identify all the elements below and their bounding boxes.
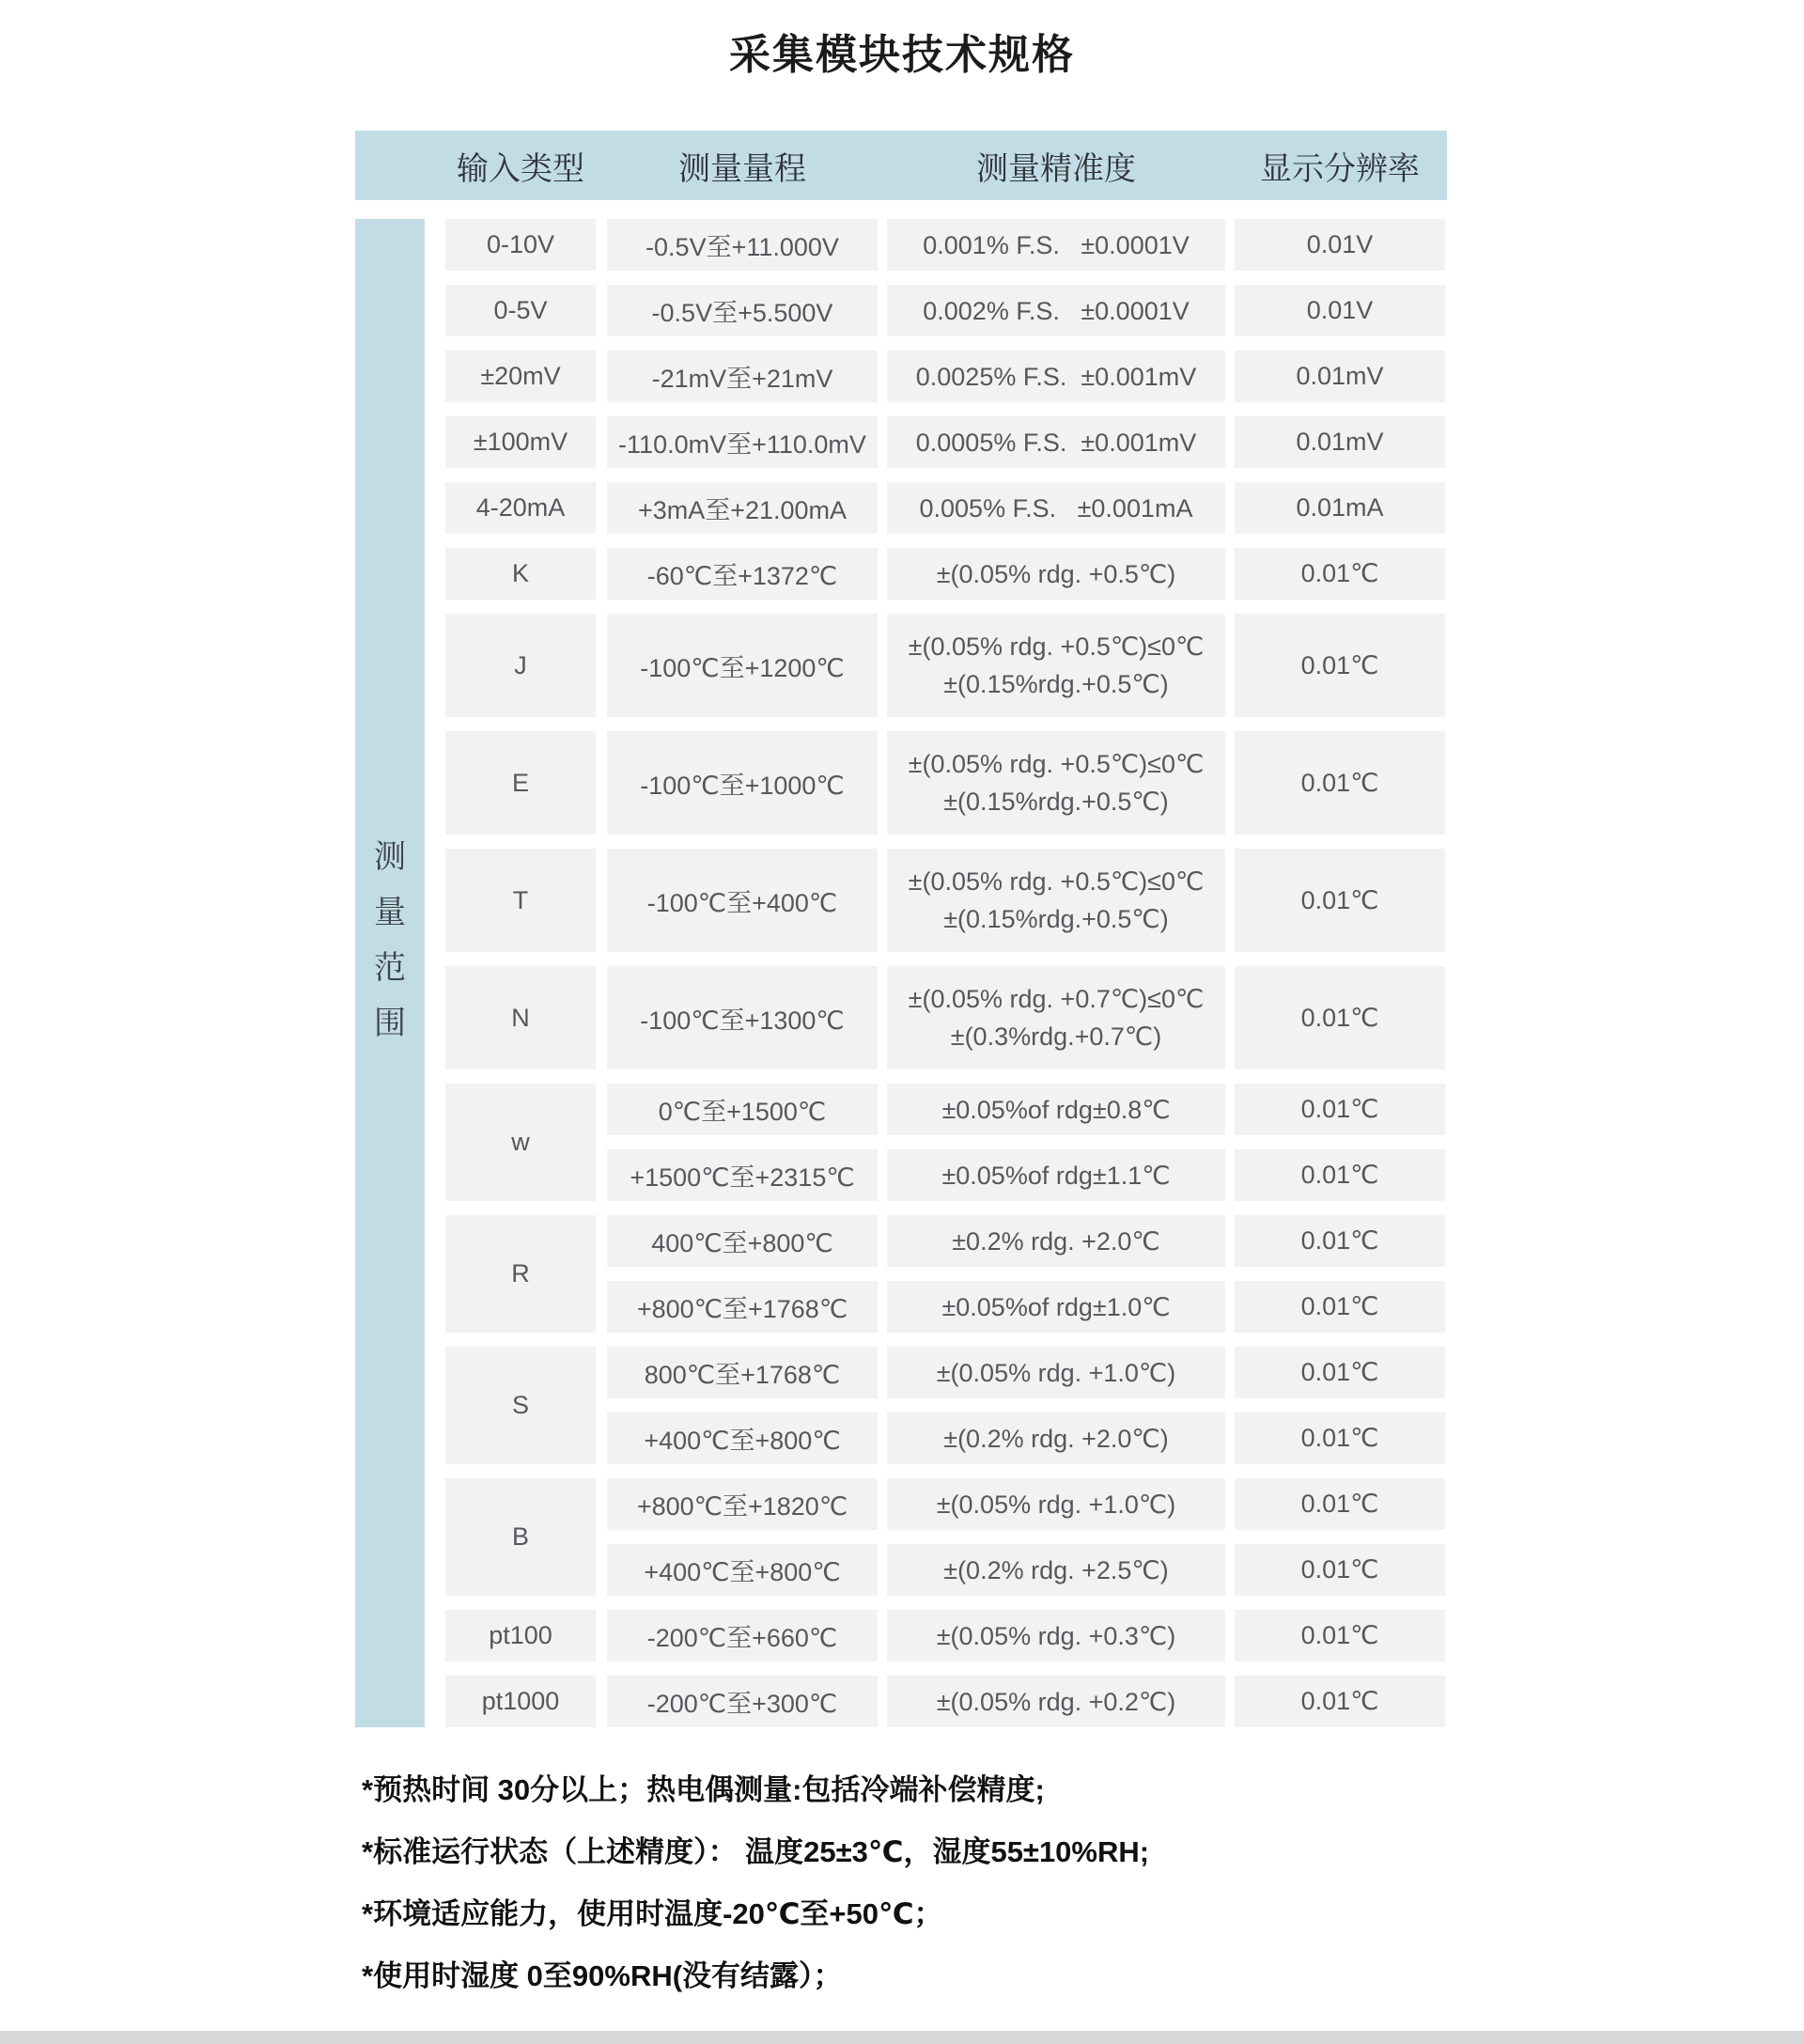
resolution-cell: 0.01V	[1235, 219, 1445, 271]
table-row-group	[445, 849, 1445, 952]
header-measure-range: 测量量程	[678, 150, 806, 187]
measure-range-label-char: 测	[374, 838, 406, 875]
accuracy-cell	[887, 1478, 1225, 1530]
table-row-group	[445, 285, 1445, 336]
range-cell: -100℃至+400℃	[607, 849, 878, 952]
accuracy-cell	[887, 614, 1225, 717]
accuracy-line: ±0.2% rdg. +2.0℃	[952, 1226, 1160, 1256]
input-type-cell: 0-5V	[445, 285, 596, 336]
accuracy-cell	[887, 1281, 1225, 1333]
accuracy-line: ±(0.15%rdg.+0.5℃)	[943, 670, 1169, 698]
accuracy-cell	[887, 966, 1225, 1069]
accuracy-line: 0.002% F.S. ±0.0001V	[923, 296, 1190, 325]
accuracy-line: 0.005% F.S. ±0.001mA	[919, 493, 1193, 523]
input-type-cell: J	[445, 614, 596, 717]
measure-range-label-char: 范	[374, 949, 406, 986]
range-cell: +800℃至+1820℃	[607, 1478, 878, 1530]
table-row-group	[445, 1478, 1445, 1596]
accuracy-cell	[887, 1544, 1225, 1596]
table-rows	[445, 219, 1445, 1727]
table-header-band	[355, 131, 1447, 200]
range-cell: +800℃至+1768℃	[607, 1281, 878, 1333]
footnote-line: *环境适应能力，使用时温度-20℃至+50℃；	[362, 1897, 943, 1930]
resolution-cell: 0.01℃	[1235, 966, 1445, 1069]
resolution-cell: 0.01℃	[1235, 849, 1445, 952]
range-cell: -0.5V至+5.500V	[607, 285, 878, 336]
accuracy-line: ±(0.05% rdg. +0.7℃)≤0℃	[908, 985, 1205, 1013]
accuracy-line: 0.001% F.S. ±0.0001V	[923, 230, 1190, 259]
range-cell: +400℃至+800℃	[607, 1544, 878, 1596]
range-cell: +1500℃至+2315℃	[607, 1149, 878, 1201]
page-title: 采集模块技术规格	[729, 32, 1075, 78]
accuracy-line: ±(0.2% rdg. +2.5℃)	[943, 1555, 1169, 1584]
accuracy-line: ±(0.05% rdg. +0.2℃)	[936, 1687, 1176, 1716]
resolution-cell: 0.01℃	[1235, 1281, 1445, 1333]
accuracy-line: ±(0.2% rdg. +2.0℃)	[943, 1424, 1169, 1453]
resolution-cell: 0.01mV	[1235, 416, 1445, 468]
table-row-group	[445, 1347, 1445, 1464]
resolution-cell: 0.01mA	[1235, 482, 1445, 534]
table-body	[355, 219, 1447, 1741]
input-type-cell: N	[445, 966, 596, 1069]
range-cell: -0.5V至+11.000V	[607, 219, 878, 271]
accuracy-line: ±(0.05% rdg. +1.0℃)	[936, 1490, 1176, 1519]
resolution-cell: 0.01℃	[1235, 1478, 1445, 1530]
range-cell: 800℃至+1768℃	[607, 1347, 878, 1398]
table-row-group	[445, 482, 1445, 534]
table-row-group	[445, 219, 1445, 271]
accuracy-line: 0.0005% F.S. ±0.001mV	[915, 428, 1197, 457]
table-row-group	[445, 351, 1445, 402]
resolution-cell: 0.01℃	[1235, 1149, 1445, 1201]
range-cell: -100℃至+1300℃	[607, 966, 878, 1069]
table-row-group	[445, 548, 1445, 600]
input-type-cell: T	[445, 849, 596, 952]
header-measure-accuracy: 测量精准度	[976, 150, 1136, 187]
accuracy-line: ±(0.05% rdg. +0.5℃)≤0℃	[908, 867, 1205, 896]
range-cell: +400℃至+800℃	[607, 1412, 878, 1464]
range-cell: +3mA至+21.00mA	[607, 482, 878, 534]
accuracy-cell	[887, 731, 1225, 835]
accuracy-cell	[887, 351, 1225, 402]
resolution-cell: 0.01℃	[1235, 1084, 1445, 1135]
input-type-cell: ±20mV	[445, 351, 596, 402]
table-row-group	[445, 1215, 1445, 1333]
input-type-cell: R	[445, 1215, 596, 1333]
resolution-cell: 0.01℃	[1235, 1544, 1445, 1596]
accuracy-line: ±0.05%of rdg±0.8℃	[941, 1095, 1171, 1124]
accuracy-cell	[887, 1610, 1225, 1662]
input-type-cell: pt1000	[445, 1676, 596, 1727]
input-type-cell: pt100	[445, 1610, 596, 1662]
range-cell: -200℃至+300℃	[607, 1676, 878, 1727]
accuracy-cell	[887, 1347, 1225, 1398]
range-cell: -60℃至+1372℃	[607, 548, 878, 600]
accuracy-line: ±(0.15%rdg.+0.5℃)	[943, 788, 1169, 816]
input-type-cell: B	[445, 1478, 596, 1596]
bottom-gray-bar	[0, 2031, 1804, 2044]
table-row-group	[445, 614, 1445, 717]
accuracy-line: ±(0.05% rdg. +0.5℃)	[936, 559, 1176, 588]
footnote-line: *标准运行状态（上述精度）： 温度25±3℃，湿度55±10%RH;	[362, 1835, 1150, 1868]
measure-range-vertical-label	[374, 830, 406, 1052]
footnotes	[362, 1759, 1149, 2007]
accuracy-cell	[887, 548, 1225, 600]
table-row-group	[445, 1084, 1445, 1201]
measure-range-sidebar	[355, 219, 425, 1727]
input-type-cell: E	[445, 731, 596, 835]
accuracy-line: ±(0.15%rdg.+0.5℃)	[943, 905, 1169, 933]
footnote-line: *预热时间 30分以上；热电偶测量:包括冷端补偿精度;	[362, 1773, 1045, 1806]
input-type-cell: 0-10V	[445, 219, 596, 271]
range-cell: 0℃至+1500℃	[607, 1084, 878, 1135]
accuracy-line: ±0.05%of rdg±1.1℃	[941, 1161, 1171, 1190]
accuracy-cell	[887, 849, 1225, 952]
measure-range-label-char: 围	[374, 1005, 406, 1041]
accuracy-cell	[887, 285, 1225, 336]
table-row-group	[445, 731, 1445, 835]
accuracy-cell	[887, 219, 1225, 271]
input-type-cell: w	[445, 1084, 596, 1201]
resolution-cell: 0.01℃	[1235, 1412, 1445, 1464]
input-type-cell: K	[445, 548, 596, 600]
range-cell: -21mV至+21mV	[607, 351, 878, 402]
table-row-group	[445, 1676, 1445, 1727]
accuracy-line: ±(0.05% rdg. +1.0℃)	[936, 1358, 1176, 1387]
resolution-cell: 0.01℃	[1235, 1610, 1445, 1662]
accuracy-cell	[887, 1676, 1225, 1727]
footnote-line: *使用时湿度 0至90%RH(没有结露）；	[362, 1959, 843, 1992]
range-cell: -110.0mV至+110.0mV	[607, 416, 878, 468]
measure-range-label-char: 量	[374, 894, 406, 930]
accuracy-cell	[887, 1149, 1225, 1201]
accuracy-line: ±(0.05% rdg. +0.5℃)≤0℃	[908, 750, 1205, 778]
resolution-cell: 0.01℃	[1235, 731, 1445, 835]
resolution-cell: 0.01℃	[1235, 1676, 1445, 1727]
resolution-cell: 0.01℃	[1235, 1347, 1445, 1398]
range-cell: -100℃至+1200℃	[607, 614, 878, 717]
resolution-cell: 0.01mV	[1235, 351, 1445, 402]
accuracy-cell	[887, 1215, 1225, 1267]
range-cell: -100℃至+1000℃	[607, 731, 878, 835]
accuracy-line: ±(0.3%rdg.+0.7℃)	[950, 1022, 1162, 1051]
accuracy-line: ±(0.05% rdg. +0.5℃)≤0℃	[908, 632, 1205, 661]
accuracy-line: ±0.05%of rdg±1.0℃	[941, 1292, 1171, 1321]
table-row-group	[445, 416, 1445, 468]
header-display-resolution: 显示分辨率	[1260, 150, 1420, 187]
header-input-type: 输入类型	[457, 150, 584, 187]
range-cell: 400℃至+800℃	[607, 1215, 878, 1267]
resolution-cell: 0.01V	[1235, 285, 1445, 336]
range-cell: -200℃至+660℃	[607, 1610, 878, 1662]
table-row-group	[445, 966, 1445, 1069]
resolution-cell: 0.01℃	[1235, 614, 1445, 717]
accuracy-cell	[887, 416, 1225, 468]
input-type-cell: ±100mV	[445, 416, 596, 468]
accuracy-cell	[887, 1412, 1225, 1464]
input-type-cell: S	[445, 1347, 596, 1464]
accuracy-cell	[887, 482, 1225, 534]
accuracy-line: 0.0025% F.S. ±0.001mV	[915, 362, 1197, 391]
accuracy-cell	[887, 1084, 1225, 1135]
table-row-group	[445, 1610, 1445, 1662]
resolution-cell: 0.01℃	[1235, 548, 1445, 600]
resolution-cell: 0.01℃	[1235, 1215, 1445, 1267]
input-type-cell: 4-20mA	[445, 482, 596, 534]
accuracy-line: ±(0.05% rdg. +0.3℃)	[936, 1621, 1176, 1650]
table-header-row	[445, 143, 1445, 189]
